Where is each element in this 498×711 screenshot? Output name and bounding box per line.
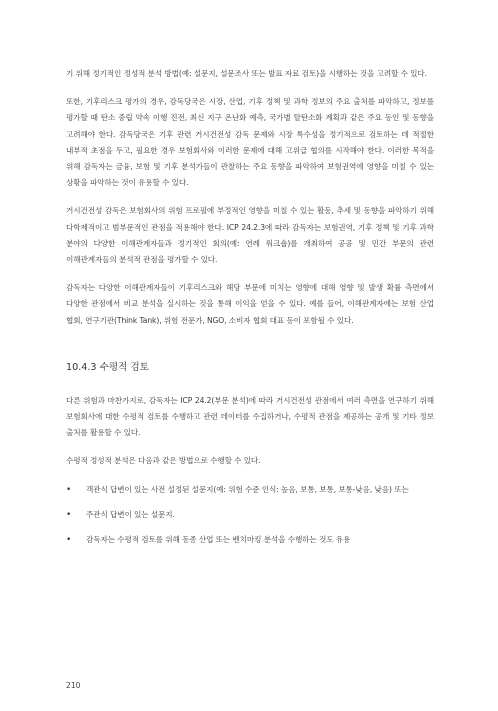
bullet-icon: • <box>66 484 72 495</box>
list-item-text: 감독자는 수평적 검토를 위해 동종 산업 또는 벤치마킹 분석을 수행하는 것도 유용 <box>86 535 351 545</box>
bullet-icon: • <box>66 509 72 520</box>
list-item <box>66 532 434 548</box>
paragraph-macroprudential-supervision: 거시건전성 감독은 보험회사의 위험 프로필에 부정적인 영향을 미칠 수 있는 활동, 추세 및 동향을 파악하기 위해 다학제적이고 범부문적인 관점을 적용해야 한다. ICP 24.2.3에 따라 감독자는 보험권역, 기후 정책 및 기후 과학 분야의 다양한 이해관계자들과 정기적인 회의(예: 연례 워크숍)를 개최하여 공공 및 민간 부문의 관련 이해관계자들의 분석적 관점을 평가할 수 있다. <box>66 206 434 265</box>
section-heading: 10.4.3 수평적 검토 <box>66 361 149 373</box>
paragraph-horizontal-review: 다른 위험과 마찬가지로, 감독자는 ICP 24.2(부문 분석)에 따라 거시건전성 관점에서 여러 측면을 연구하기 위해 보험회사에 대한 수평적 검토를 수행하고 관련 데이터를 수집하거나, 수평적 관점을 제공하는 공개 및 기타 정보 출처를 활용할 수 있다. <box>66 395 434 438</box>
bullet-icon: • <box>66 535 72 546</box>
list-item <box>66 482 434 498</box>
list-item-text: 객관식 답변이 있는 사전 설정된 설문지(예: 위험 수준 인식: 높음, 보통, 보통, 보통-낮음, 낮음) 또는 <box>86 484 409 494</box>
paragraph-climate-risk-assessment: 또한, 기후리스크 평가의 경우, 감독당국은 시장, 산업, 기후 정책 및 과학 정보의 주요 출처를 파악하고, 정보를 평가할 때 탄소 중립 약속 이행 진전, 최신 지구 온난화 예측, 국가별 탈탄소화 계획과 같은 주요 동인 및 동향을 고려해야 한다. 감독당국은 기후 관련 거시건전성 감독 문제와 시장 특수성을 정기적으로 검토하는 데 적절한 내부적 초점을 두고, 필요한 경우 보험회사와 이러한 문제에 대해 고위급 협의를 시작해야 한다. 이러한 목적을 위해 감독자는 금융, 보험 및 기후 분석가들이 관찰하는 주요 동향을 파악하여 보험권역에 영향을 미칠 수 있는 상황을 파악하는 것이 유용할 수 있다. <box>66 97 434 188</box>
paragraph-qualitative-methods: 수평적 정성적 분석은 다음과 같은 방법으로 수행할 수 있다. <box>66 456 261 466</box>
page-number: 210 <box>66 681 81 690</box>
paragraph-stakeholder-analysis: 감독자는 다양한 이해관계자들이 기후리스크와 해당 부문에 미치는 영향에 대해 영향 및 발생 확률 측면에서 다양한 관점에서 비교 분석을 실시하는 것을 통해 이익을 얻을 수 있다. 예를 들어, 이해관계자에는 보험 산업 협회, 연구기관(Think Tank), 위험 전문가, NGO, 소비자 협회 대표 등이 포함될 수 있다. <box>66 283 434 325</box>
page-content <box>66 66 434 557</box>
list-item-text: 주관식 답변이 있는 설문지. <box>86 509 175 519</box>
paragraph-continuation: 기 위해 정기적인 정성적 분석 방법(예: 설문지, 설문조사 또는 발표 자료 검토)을 시행하는 것을 고려할 수 있다. <box>66 69 427 78</box>
list-item <box>66 507 434 523</box>
bullet-list <box>66 482 434 549</box>
